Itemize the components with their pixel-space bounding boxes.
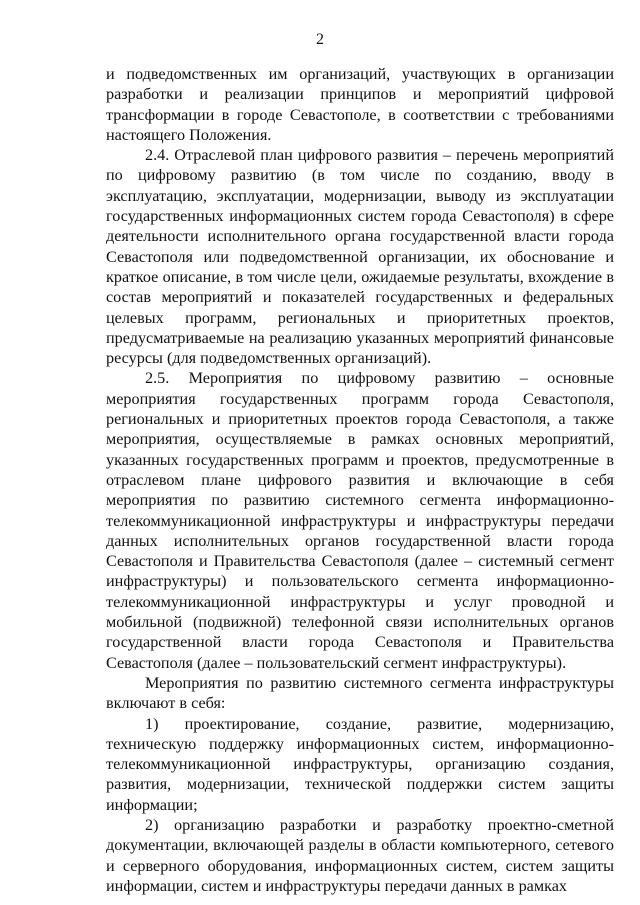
paragraph-2-5: 2.5. Мероприятия по цифровому развитию – основные мероприятия государственных программ города Севастополя, региональных и приоритетных проектов города Севастополя, а также мероприятия, осуществляемые в рамках основных мероприятий, указанных государственных программ и проектов, предусмотренные в отраслевом плане цифрового развития и включающие в себя мероприятия по развитию системного сегмента информационно-телекоммуникационной инфраструктуры и инфраструктуры передачи данных исполнительных органов государственной власти города Севастополя и Правительства Севастополя (далее – системный сегмент инфраструктуры) и пользовательского сегмента информационно-телекоммуникационной инфраструктуры и услуг проводной и мобильной (подвижной) телефонной связи исполнительных органов государственной власти города Севастополя и Правительства Севастополя (далее – пользовательский сегмент инфраструктуры). bbox=[106, 369, 614, 672]
list-item-2: 2) организацию разработки и разработку проектно-сметной документации, включающей разделы в области компьютерного, сетевого и серверного оборудования, информационных систем, систем защиты информации, систем и инфраструктуры передачи данных в рамках bbox=[106, 815, 614, 895]
paragraph-2-4: 2.4. Отраслевой план цифрового развития – перечень мероприятий по цифровому развитию (в том числе по созданию, вводу в эксплуатацию, эксплуатации, модернизации, выводу из эксплуатации государственных информационных систем города Севастополя) в сфере деятельности исполнительного органа государственной власти города Севастополя или подведомственной организации, их обоснование и краткое описание, в том числе цели, ожидаемые результаты, вхождение в состав мероприятий и показателей государственных и федеральных целевых программ, региональных и приоритетных проектов, предусматриваемые на реализацию указанных мероприятий финансовые ресурсы (для подведомственных организаций). bbox=[106, 146, 614, 368]
paragraph-system-segment-intro: Мероприятия по развитию системного сегмента инфраструктуры включают в себя: bbox=[106, 673, 614, 713]
paragraph-continuation: и подведомственных им организаций, участвующих в организации разработки и реализации принципов и мероприятий цифровой трансформации в городе Севастополе, в соответствии с требованиями настоящего Положения. bbox=[106, 65, 614, 144]
page-number: 2 bbox=[316, 31, 324, 48]
list-item-1: 1) проектирование, создание, развитие, модернизацию, техническую поддержку информационных систем, информационно-телекоммуникационной инфраструктуры, организацию создания, развития, модернизации, технической поддержки систем защиты информации; bbox=[106, 714, 614, 814]
document-body bbox=[106, 64, 614, 896]
